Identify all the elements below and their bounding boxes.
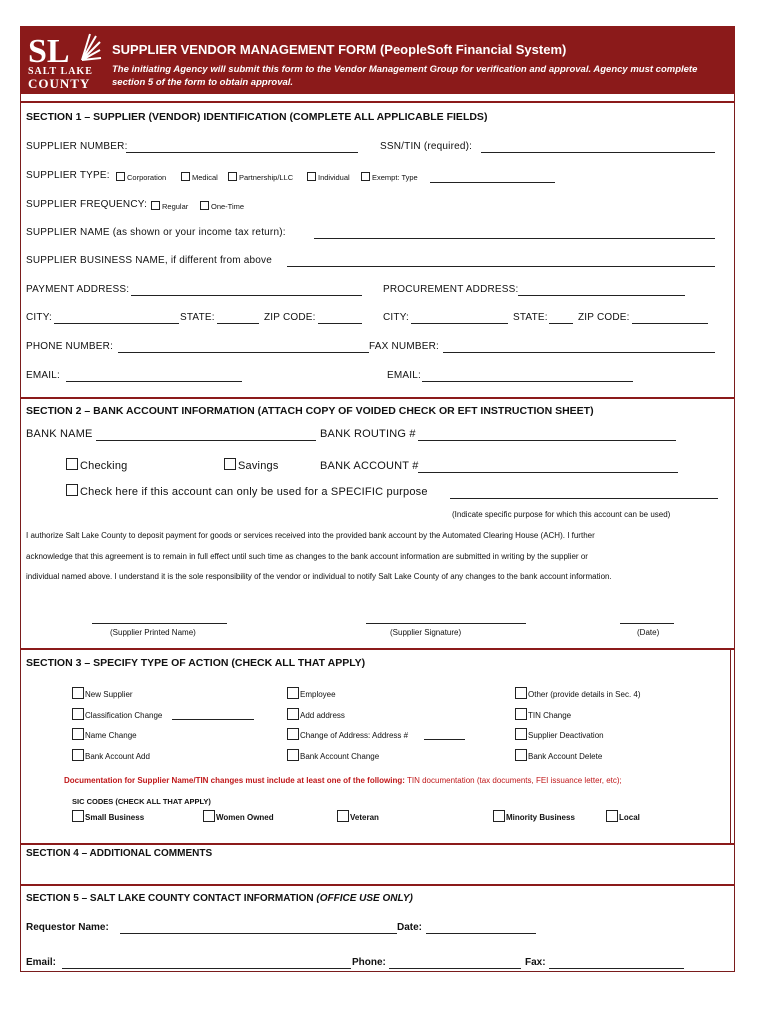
procurement-state-field[interactable] xyxy=(549,323,573,324)
savings-checkbox[interactable] xyxy=(224,458,236,470)
sic-local-label: Local xyxy=(619,813,640,822)
email2-label: EMAIL: xyxy=(387,370,421,381)
contact-fax-label: Fax: xyxy=(525,957,546,968)
bank-routing-label: BANK ROUTING # xyxy=(320,428,416,440)
logo-text-line2: COUNTY xyxy=(28,76,91,91)
supplier-number-label: SUPPLIER NUMBER: xyxy=(26,141,128,152)
frequency-onetime-checkbox[interactable] xyxy=(200,201,209,210)
signature-field[interactable] xyxy=(366,623,526,624)
action-tin-change-label: TIN Change xyxy=(528,711,572,720)
sic-minority-label: Minority Business xyxy=(506,813,575,822)
sic-veteran-checkbox[interactable] xyxy=(337,810,349,822)
specific-purpose-field[interactable] xyxy=(450,498,718,499)
printed-name-field[interactable] xyxy=(92,623,227,624)
action-change-address-checkbox[interactable] xyxy=(287,728,299,740)
type-individual-checkbox[interactable] xyxy=(307,172,316,181)
savings-label: Savings xyxy=(238,460,279,472)
sic-veteran-label: Veteran xyxy=(350,813,379,822)
section2-divider xyxy=(20,397,735,399)
type-partnership-checkbox[interactable] xyxy=(228,172,237,181)
payment-state-field[interactable] xyxy=(217,323,259,324)
contact-email-field[interactable] xyxy=(62,968,351,969)
procurement-state-label: STATE: xyxy=(513,312,548,323)
contact-phone-field[interactable] xyxy=(389,968,521,969)
contact-email-label: Email: xyxy=(26,957,57,968)
section4-divider xyxy=(20,843,735,845)
section1-divider xyxy=(20,101,735,103)
type-medical-label: Medical xyxy=(192,173,218,182)
action-bank-change-checkbox[interactable] xyxy=(287,749,299,761)
logo-text-line1: SALT LAKE xyxy=(28,66,93,77)
payment-city-field[interactable] xyxy=(54,323,179,324)
phone-field[interactable] xyxy=(118,352,369,353)
documentation-note-rest: TIN documentation (tax documents, FEI issuance letter, etc); xyxy=(404,776,622,785)
business-name-field[interactable] xyxy=(287,266,715,267)
svg-text:SL: SL xyxy=(28,33,70,70)
exempt-type-field[interactable] xyxy=(430,182,555,183)
email-field[interactable] xyxy=(66,381,242,382)
date-caption: (Date) xyxy=(637,628,660,637)
address-number-field[interactable] xyxy=(424,739,465,740)
action-other-label: Other (provide details in Sec. 4) xyxy=(528,690,641,699)
supplier-name-label: SUPPLIER NAME (as shown or your income tax return): xyxy=(26,227,286,238)
section2-title: SECTION 2 – BANK ACCOUNT INFORMATION (ATTACH COPY OF VOIDED CHECK OR EFT INSTRUCTION SHEET) xyxy=(26,405,594,417)
bank-account-field[interactable] xyxy=(418,472,678,473)
type-medical-checkbox[interactable] xyxy=(181,172,190,181)
type-corporation-label: Corporation xyxy=(127,173,167,182)
additional-comments-field[interactable] xyxy=(20,862,735,884)
payment-zip-field[interactable] xyxy=(318,323,362,324)
sic-women-owned-label: Women Owned xyxy=(216,813,274,822)
payment-address-field[interactable] xyxy=(131,295,362,296)
phone-label: PHONE NUMBER: xyxy=(26,341,114,352)
specific-purpose-label: Check here if this account can only be used for a SPECIFIC purpose xyxy=(80,486,428,498)
action-deactivation-checkbox[interactable] xyxy=(515,728,527,740)
form-frame xyxy=(20,26,735,972)
procurement-zip-label: ZIP CODE: xyxy=(578,312,630,323)
payment-address-label: PAYMENT ADDRESS: xyxy=(26,284,130,295)
action-employee-checkbox[interactable] xyxy=(287,687,299,699)
frequency-regular-label: Regular xyxy=(162,202,189,211)
section5-title xyxy=(26,893,413,904)
procurement-address-field[interactable] xyxy=(518,295,685,296)
fax-field[interactable] xyxy=(443,352,715,353)
procurement-zip-field[interactable] xyxy=(632,323,708,324)
contact-date-label: Date: xyxy=(397,922,423,933)
action-employee-label: Employee xyxy=(300,690,336,699)
action-bank-add-checkbox[interactable] xyxy=(72,749,84,761)
date-field[interactable] xyxy=(620,623,674,624)
section1-title: SECTION 1 – SUPPLIER (VENDOR) IDENTIFICATION (COMPLETE ALL APPLICABLE FIELDS) xyxy=(26,111,488,123)
supplier-frequency-label: SUPPLIER FREQUENCY: xyxy=(26,199,148,210)
payment-zip-label: ZIP CODE: xyxy=(264,312,316,323)
type-partnership-label: Partnership/LLC xyxy=(239,173,294,182)
documentation-note xyxy=(64,776,622,785)
checking-checkbox[interactable] xyxy=(66,458,78,470)
action-other-checkbox[interactable] xyxy=(515,687,527,699)
documentation-note-bold: Documentation for Supplier Name/TIN changes must include at least one of the following: xyxy=(64,776,405,785)
type-exempt-label: Exempt: Type xyxy=(372,173,418,182)
section4-title: SECTION 4 – ADDITIONAL COMMENTS xyxy=(26,848,213,859)
action-bank-change-label: Bank Account Change xyxy=(300,752,380,761)
fax-label: FAX NUMBER: xyxy=(369,341,439,352)
frequency-regular-checkbox[interactable] xyxy=(151,201,160,210)
frequency-onetime-label: One-Time xyxy=(211,202,245,211)
contact-phone-label: Phone: xyxy=(352,957,386,968)
bank-routing-field[interactable] xyxy=(418,440,676,441)
action-tin-change-checkbox[interactable] xyxy=(515,708,527,720)
type-exempt-checkbox[interactable] xyxy=(361,172,370,181)
contact-fax-field[interactable] xyxy=(549,968,684,969)
type-individual-label: Individual xyxy=(318,173,350,182)
action-change-address-label: Change of Address: Address # xyxy=(300,731,409,740)
procurement-address-label: PROCUREMENT ADDRESS: xyxy=(383,284,519,295)
action-deactivation-label: Supplier Deactivation xyxy=(528,731,604,740)
bank-name-label: BANK NAME xyxy=(26,428,93,440)
authorization-line1: I authorize Salt Lake County to deposit payment for goods or services received into the provided bank account by the Automated Clearing House (ACH). I further xyxy=(26,531,595,540)
form-title: SUPPLIER VENDOR MANAGEMENT FORM (PeopleSoft Financial System) xyxy=(112,42,567,57)
type-corporation-checkbox[interactable] xyxy=(116,172,125,181)
section3-divider xyxy=(20,648,735,650)
action-name-change-label: Name Change xyxy=(85,731,137,740)
section5-title-main: SECTION 5 – SALT LAKE COUNTY CONTACT INFORMATION xyxy=(26,893,317,904)
ssn-tin-label: SSN/TIN (required): xyxy=(380,141,473,152)
specific-purpose-checkbox[interactable] xyxy=(66,484,78,496)
sic-minority-checkbox[interactable] xyxy=(493,810,505,822)
sic-codes-title: SIC CODES (CHECK ALL THAT APPLY) xyxy=(72,797,211,806)
action-bank-add-label: Bank Account Add xyxy=(85,752,150,761)
sic-small-business-checkbox[interactable] xyxy=(72,810,84,822)
classification-field[interactable] xyxy=(172,719,254,720)
supplier-name-field[interactable] xyxy=(314,238,715,239)
action-classification-label: Classification Change xyxy=(85,711,163,720)
bank-account-label: BANK ACCOUNT # xyxy=(320,460,419,472)
supplier-number-field[interactable] xyxy=(126,152,358,153)
purpose-note: (Indicate specific purpose for which this account can be used) xyxy=(452,510,671,519)
requestor-field[interactable] xyxy=(120,933,397,934)
authorization-line2: acknowledge that this agreement is to remain in full effect until such time as changes to the bank account information are submitted in writing by the supplier or xyxy=(26,552,588,561)
action-new-supplier-label: New Supplier xyxy=(85,690,133,699)
email-label: EMAIL: xyxy=(26,370,60,381)
action-bank-delete-label: Bank Account Delete xyxy=(528,752,603,761)
section5-title-italic: (OFFICE USE ONLY) xyxy=(316,893,413,904)
section5-divider xyxy=(20,884,735,886)
supplier-type-label: SUPPLIER TYPE: xyxy=(26,170,110,181)
business-name-label: SUPPLIER BUSINESS NAME, if different from above xyxy=(26,255,272,266)
sic-local-checkbox[interactable] xyxy=(606,810,618,822)
email2-field[interactable] xyxy=(422,381,633,382)
contact-date-field[interactable] xyxy=(426,933,536,934)
bank-name-field[interactable] xyxy=(96,440,316,441)
procurement-city-field[interactable] xyxy=(411,323,508,324)
signature-caption: (Supplier Signature) xyxy=(390,628,462,637)
action-add-address-label: Add address xyxy=(300,711,345,720)
sic-small-business-label: Small Business xyxy=(85,813,145,822)
procurement-city-label: CITY: xyxy=(383,312,410,323)
checking-label: Checking xyxy=(80,460,128,472)
section3-title: SECTION 3 – SPECIFY TYPE OF ACTION (CHECK ALL THAT APPLY) xyxy=(26,657,366,669)
payment-city-label: CITY: xyxy=(26,312,53,323)
action-name-change-checkbox[interactable] xyxy=(72,728,84,740)
action-bank-delete-checkbox[interactable] xyxy=(515,749,527,761)
authorization-line3: individual named above. I understand it is the sole responsibility of the vendor or individual to notify Salt Lake County of any changes to the bank account information. xyxy=(26,572,612,581)
ssn-tin-field[interactable] xyxy=(481,152,715,153)
section3-right-border xyxy=(730,648,731,844)
form-subtitle: The initiating Agency will submit this form to the Vendor Management Group for verification and approval. Agency must complete section 5 of the form to obtain approval. xyxy=(112,64,698,88)
payment-state-label: STATE: xyxy=(180,312,215,323)
printed-name-caption: (Supplier Printed Name) xyxy=(110,628,196,637)
action-new-supplier-checkbox[interactable] xyxy=(72,687,84,699)
action-add-address-checkbox[interactable] xyxy=(287,708,299,720)
requestor-label: Requestor Name: xyxy=(26,922,109,933)
sic-women-owned-checkbox[interactable] xyxy=(203,810,215,822)
action-classification-checkbox[interactable] xyxy=(72,708,84,720)
